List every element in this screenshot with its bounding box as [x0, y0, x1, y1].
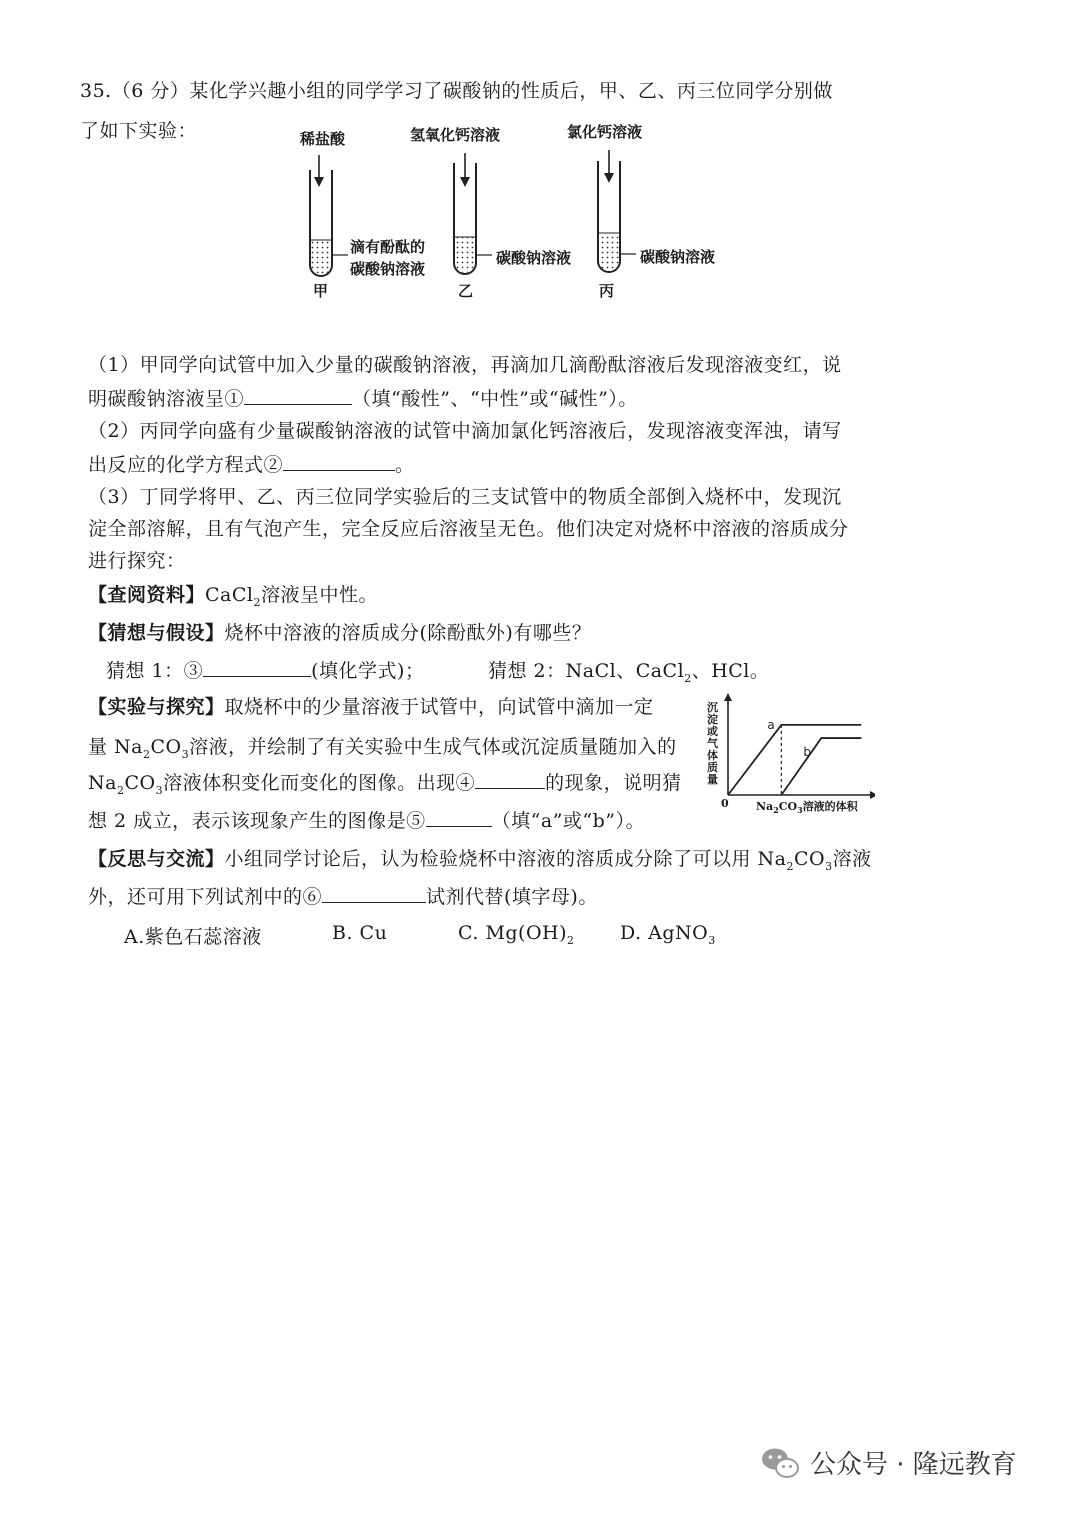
chart-series-a [728, 725, 861, 795]
experiment-line-1 [88, 692, 654, 719]
part2-line-1: （2）丙同学向盛有少量碳酸钠溶液的试管中滴加氯化钙溶液后，发现溶液变浑浊，请写 [88, 420, 842, 442]
question-line-1: 35.（6 分）某化学兴趣小组的同学学习了碳酸钠的性质后，甲、乙、丙三位同学分别做 [80, 80, 833, 102]
hypothesis-line [88, 618, 591, 645]
guess1-b: (填化学式)； [311, 660, 425, 682]
exp-line2-a: 量 Na [88, 736, 143, 758]
chart-xlabel [756, 798, 858, 815]
part3-line-1: （3）丁同学将甲、乙、丙三位同学实验后的三支试管中的物质全部倒入烧杯中，发现沉 [88, 486, 842, 508]
footer-text: 公众号 · 隆远教育 [810, 1450, 1017, 1480]
footer [760, 1444, 1017, 1481]
chart-series-label-a: a [767, 717, 775, 732]
guess-2 [488, 656, 769, 685]
tube-c-label: 碳酸钠溶液 [640, 248, 716, 266]
reference-tag: 【查阅资料】 [88, 584, 206, 606]
reflection-2a: 外，还可用下列试剂中的⑥ [88, 886, 323, 908]
option-a: A.紫色石蕊溶液 [124, 926, 262, 948]
guess2-a: 猜想 2：NaCl、CaCl [488, 660, 685, 682]
reflection-tag: 【反思与交流】 [88, 848, 225, 870]
question-line-2: 了如下实验： [80, 120, 198, 142]
experiment-tag: 【实验与探究】 [88, 696, 225, 718]
exp-line2-c: 溶液，并绘制了有关实验中生成气体或沉淀质量随加入的 [189, 736, 677, 758]
part2-line-2b: 。 [395, 454, 415, 476]
option-d [620, 922, 716, 947]
tube-a-reagent: 稀盐酸 [300, 130, 346, 148]
tube-c-name: 丙 [599, 282, 615, 300]
reflection-sub-a: 2 [786, 859, 795, 873]
chart-xlabel-c: 溶液的体积 [802, 800, 858, 813]
option-d-text: D. AgNO [620, 922, 709, 944]
reflection-line-1 [88, 844, 872, 873]
chart-xlabel-sub-a: 2 [773, 805, 779, 816]
part3-line-2: 淀全部溶解，且有气泡产生，完全反应后溶液呈无色。他们决定对烧杯中溶液的溶质成分 [88, 518, 849, 540]
chart-xlabel-b: CO [778, 800, 798, 813]
chart-series-b [781, 738, 861, 795]
reference-text-a: CaCl [205, 584, 254, 606]
exp-sub-a: 2 [143, 747, 151, 761]
experiment-line-4 [88, 806, 645, 833]
chart-xlabel-a: Na [756, 800, 774, 813]
part2-line-2 [88, 450, 415, 477]
guess1-a: 猜想 1：③ [106, 660, 204, 682]
option-c-text: C. Mg(OH) [458, 922, 568, 944]
wechat-icon [760, 1446, 800, 1480]
experiment-line-3 [88, 768, 682, 797]
exp-line3-a: Na [88, 772, 117, 794]
part2-line-2a: 出反应的化学方程式② [88, 454, 284, 476]
answer-blank-6[interactable] [322, 884, 426, 903]
tube-a-label-1: 滴有酚酞的 [350, 238, 426, 256]
answer-blank-3[interactable] [203, 658, 311, 677]
part1-line-1: （1）甲同学向试管中加入少量的碳酸钠溶液，再滴加几滴酚酞溶液后发现溶液变红，说 [88, 354, 842, 376]
answer-blank-4[interactable] [475, 770, 545, 789]
reference-text-b: 溶液呈中性。 [261, 584, 379, 606]
chart-series-label-b: b [803, 745, 811, 760]
answer-blank-5[interactable] [426, 808, 492, 827]
part1-line-2b: （填“酸性”、“中性”或“碱性”）。 [352, 388, 638, 410]
option-b: B. Cu [332, 922, 388, 944]
answer-blank-1[interactable] [244, 386, 352, 405]
tube-a-name: 甲 [313, 282, 329, 300]
chart-y-arrow [724, 693, 732, 701]
chart-origin: 0 [721, 797, 729, 810]
hypothesis-text: 烧杯中溶液的溶质成分(除酚酞外)有哪些？ [224, 622, 592, 644]
test-tube-c [598, 150, 636, 272]
reference-line [88, 580, 378, 609]
chart-x-arrow [870, 791, 875, 799]
exp-line4-b: （填“a”或“b”）。 [491, 810, 646, 832]
exp-sub-c: 2 [116, 783, 125, 797]
option-c [458, 922, 575, 947]
chart-ylabel: 沉淀或气体质量 [707, 701, 718, 786]
reflection-1a: 小组同学讨论后，认为检验烧杯中溶液的溶质成分除了可以用 Na [224, 848, 787, 870]
experiment-text-1: 取烧杯中的少量溶液于试管中，向试管中滴加一定 [224, 696, 654, 718]
tube-b-reagent: 氢氧化钙溶液 [410, 126, 501, 144]
tube-a-label-2: 碳酸钠溶液 [350, 260, 426, 278]
part1-line-2a: 明碳酸钠溶液呈① [88, 388, 245, 410]
test-tube-b [454, 153, 492, 274]
tube-b-label: 碳酸钠溶液 [496, 249, 572, 267]
reflection-2b: 试剂代替(填字母)。 [426, 886, 598, 908]
exp-line3-b: CO [124, 772, 156, 794]
option-c-sub: 2 [567, 933, 575, 947]
chart-xlabel-sub-b: 3 [797, 805, 803, 816]
part3-line-3: 进行探究： [88, 550, 186, 572]
answer-blank-2[interactable] [283, 452, 395, 471]
exp-line3-d: 的现象，说明猜 [545, 772, 682, 794]
guess2-b: 、HCl。 [691, 660, 770, 682]
test-tube-a [310, 155, 348, 276]
exp-line4-a: 想 2 成立，表示该现象产生的图像是⑤ [88, 810, 426, 832]
reference-sub: 2 [253, 595, 261, 609]
part1-line-2 [88, 384, 638, 411]
tube-b-name: 乙 [458, 282, 474, 300]
reflection-line-2 [88, 882, 598, 909]
guess-1 [106, 656, 424, 683]
option-d-sub: 3 [708, 933, 716, 947]
exp-sub-d: 3 [155, 783, 164, 797]
tube-c-reagent: 氯化钙溶液 [567, 123, 643, 141]
experiment-line-2 [88, 732, 677, 761]
exp-line3-c: 溶液体积变化而变化的图像。出现④ [163, 772, 476, 794]
reflection-1b: CO [794, 848, 826, 870]
exp-sub-b: 3 [181, 747, 190, 761]
exp-line2-b: CO [150, 736, 182, 758]
reflection-sub-b: 3 [825, 859, 833, 873]
guess2-sub: 2 [684, 671, 692, 685]
reflection-1c: 溶液 [832, 848, 872, 870]
hypothesis-tag: 【猜想与假设】 [88, 622, 225, 644]
